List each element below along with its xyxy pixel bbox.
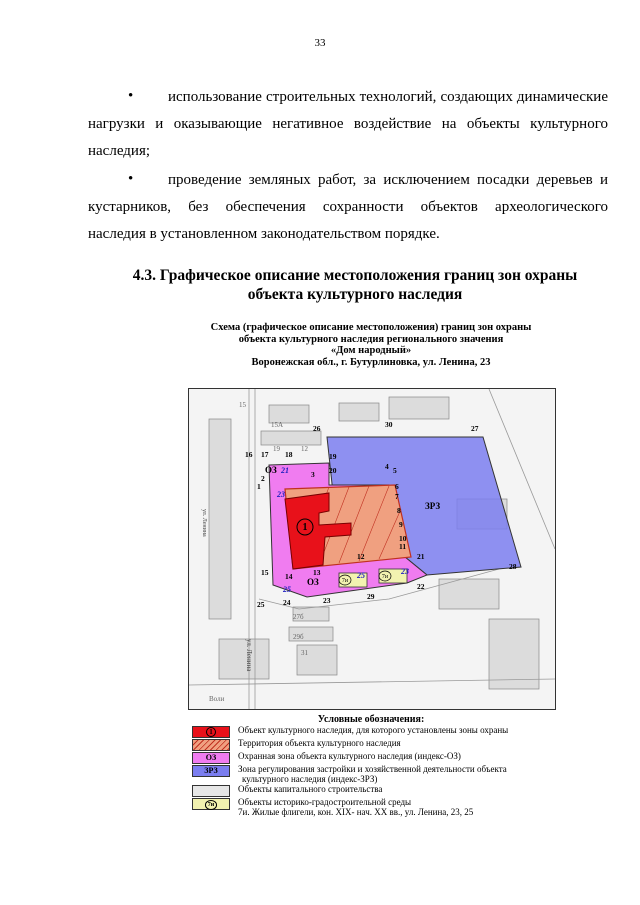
svg-text:24: 24 — [283, 598, 291, 607]
svg-text:8: 8 — [397, 506, 401, 515]
legend-swatch-oz: ОЗ — [192, 752, 230, 764]
object-number: 1 — [302, 522, 308, 533]
map-legend — [188, 714, 554, 817]
svg-text:2: 2 — [261, 474, 265, 483]
legend-text: Зона регулирования застройки и хозяйственной деятельности объекта культурного наследия (индекс-ЗРЗ) — [238, 764, 507, 784]
svg-text:22: 22 — [417, 582, 425, 591]
heading-line: объекта культурного наследия — [247, 286, 463, 303]
svg-text:20: 20 — [329, 466, 337, 475]
legend-text: Объекты историко-градостроительной среды 7и. Жилые флигели, кон. XIX- нач. XX вв., ул. Ленина, 23, 25 — [238, 797, 474, 817]
zone-map-svg — [189, 389, 555, 709]
zone-map — [188, 388, 556, 710]
bullet-line: наследия в установленном законодательством порядке. — [88, 226, 440, 242]
zone-label-oz: ОЗ — [265, 465, 277, 475]
bullet-line: кустарников, без обеспечения сохранности объектов археологического — [88, 199, 608, 215]
legend-swatch-historic: 7и — [192, 798, 230, 810]
svg-text:26: 26 — [313, 424, 321, 433]
legend-text: Объекты капитального строительства — [238, 784, 383, 794]
svg-text:27: 27 — [471, 424, 479, 433]
zone-label-zrz: ЗРЗ — [425, 501, 441, 511]
caption-line: объекта культурного наследия регионального значения — [238, 333, 504, 345]
svg-text:12: 12 — [301, 445, 308, 453]
svg-text:15А: 15А — [271, 421, 284, 429]
svg-text:27б: 27б — [293, 613, 304, 621]
svg-text:15: 15 — [261, 568, 269, 577]
svg-text:17: 17 — [261, 450, 269, 459]
svg-text:10: 10 — [399, 534, 407, 543]
legend-item — [188, 784, 554, 797]
svg-text:7: 7 — [395, 492, 399, 501]
svg-text:23: 23 — [277, 490, 285, 499]
svg-text:21: 21 — [281, 466, 289, 475]
zone-label-oz: ОЗ — [307, 577, 319, 587]
svg-text:6: 6 — [395, 482, 399, 491]
svg-text:30: 30 — [385, 420, 393, 429]
svg-text:21: 21 — [417, 552, 425, 561]
legend-swatch-territory — [192, 739, 230, 751]
bullet-line: использование строительных технологий, создающих динамические — [168, 89, 608, 105]
svg-text:29: 29 — [367, 592, 375, 601]
street-label: ул. Ленина — [245, 639, 253, 672]
svg-text:1: 1 — [257, 482, 261, 491]
legend-swatch-object: 1 — [192, 726, 230, 738]
zone-scheme-figure — [184, 322, 558, 828]
legend-title: Условные обозначения: — [317, 714, 425, 725]
svg-text:23: 23 — [401, 567, 409, 576]
legend-item — [188, 738, 554, 751]
legend-item — [188, 751, 554, 764]
heading-line: 4.3. Графическое описание местоположения границ зон охраны — [132, 267, 578, 284]
caption-line: Воронежская обл., г. Бутурлиновка, ул. Ленина, 23 — [251, 356, 491, 368]
svg-text:25: 25 — [257, 600, 265, 609]
legend-text: Объект культурного наследия, для которого установлены зоны охраны — [238, 725, 509, 735]
page-number: 33 — [314, 37, 326, 49]
svg-text:Воли: Воли — [209, 695, 225, 703]
bullet-marker: • — [128, 88, 134, 104]
svg-text:5: 5 — [393, 466, 397, 475]
svg-text:4: 4 — [385, 462, 389, 471]
svg-text:25: 25 — [283, 585, 291, 594]
svg-text:25: 25 — [357, 571, 365, 580]
historic-mark: 7и — [381, 574, 389, 580]
legend-item — [188, 797, 554, 817]
section-heading — [120, 266, 590, 304]
street-label: ул. Ленина — [201, 509, 207, 537]
bullet-line: проведение земляных работ, за исключением посадки деревьев и — [168, 172, 608, 188]
svg-text:12: 12 — [357, 552, 365, 561]
bullet-marker: • — [128, 171, 134, 187]
svg-text:11: 11 — [399, 542, 407, 551]
bullet-item — [88, 167, 608, 248]
caption-line: Схема (графическое описание местоположения) границ зон охраны — [210, 322, 532, 333]
svg-text:14: 14 — [285, 572, 293, 581]
legend-item — [188, 725, 554, 738]
legend-item — [188, 764, 554, 784]
svg-text:28: 28 — [509, 562, 517, 571]
svg-text:9: 9 — [399, 520, 403, 529]
svg-text:23: 23 — [323, 596, 331, 605]
svg-text:15: 15 — [239, 401, 246, 409]
svg-text:31: 31 — [301, 649, 308, 657]
svg-text:3: 3 — [311, 470, 315, 479]
legend-swatch-capital — [192, 785, 230, 797]
svg-text:16: 16 — [245, 450, 253, 459]
svg-text:13: 13 — [313, 568, 321, 577]
svg-text:19: 19 — [273, 445, 280, 453]
svg-text:29б: 29б — [293, 633, 304, 641]
bullet-line: нагрузки и оказывающие негативное воздействие на объекты культурного — [88, 116, 608, 132]
bullet-item — [88, 84, 608, 165]
bullet-line: наследия; — [88, 143, 151, 159]
legend-text: Охранная зона объекта культурного наследия (индекс-ОЗ) — [238, 751, 461, 761]
historic-mark: 7и — [341, 578, 349, 584]
figure-caption — [184, 322, 558, 368]
svg-text:18: 18 — [285, 450, 293, 459]
legend-text: Территория объекта культурного наследия — [238, 738, 401, 748]
legend-swatch-zrz: ЗРЗ — [192, 765, 230, 777]
caption-line: «Дом народный» — [330, 345, 412, 356]
svg-text:19: 19 — [329, 452, 337, 461]
